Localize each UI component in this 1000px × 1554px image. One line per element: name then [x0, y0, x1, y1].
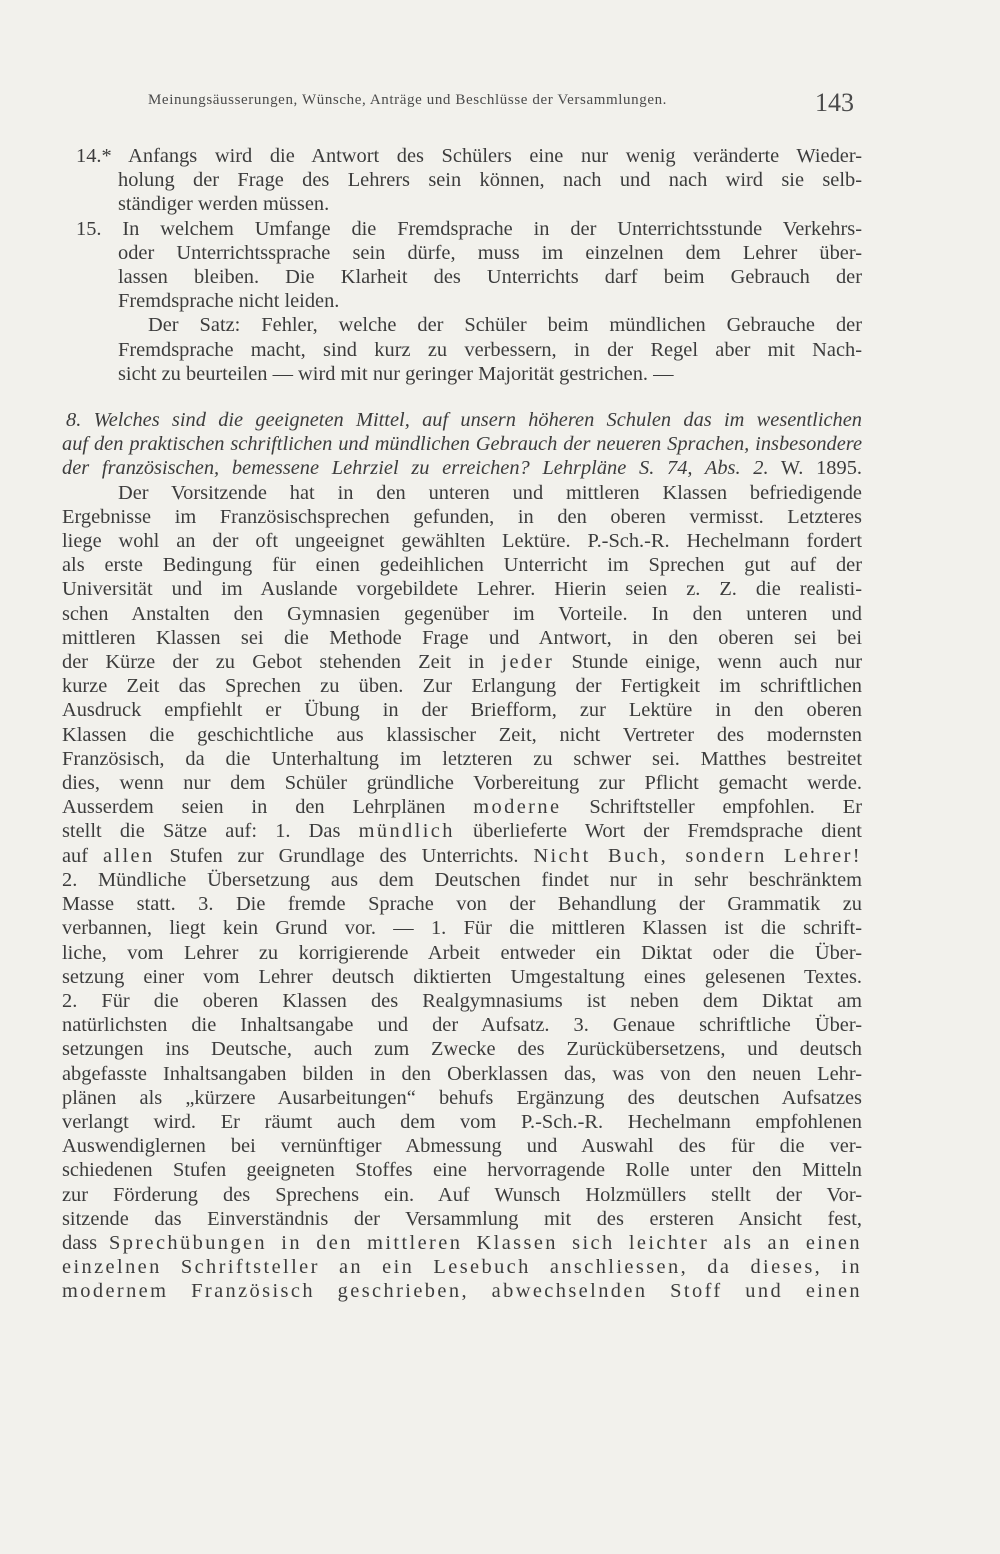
question-line	[62, 456, 862, 480]
text-line: lassen bleiben. Die Klarheit des Unterrichts darf beim Gebrauch der	[118, 266, 862, 289]
text-line: verbannen, liegt kein Grund vor. — 1. Für die mittleren Klassen ist die schrift-	[62, 917, 862, 940]
text-line: mittleren Klassen sei die Methode Frage und Antwort, in den oberen sei bei	[62, 626, 862, 649]
text-line: schen Anstalten den Gymnasien gegenüber im Vorteile. In den unteren und	[62, 602, 862, 625]
emphasis-text: Nicht Buch, sondern Lehrer!	[533, 844, 862, 867]
emphasis-text: Sprechübungen in den mittleren Klassen sich leichter als an einen	[108, 1231, 862, 1254]
question-text: der französischen, bemessene Lehrziel zu erreichen? Lehrpläne S. 74, Abs. 2.	[62, 457, 769, 480]
text-line: sitzende das Einverständnis der Versammlung mit des ersteren Ansicht fest,	[62, 1207, 862, 1230]
text-line: setzung einer vom Lehrer deutsch diktierten Umgestaltung eines gelesenen Textes.	[62, 965, 862, 988]
text-segment: der Kürze der zu Gebot stehenden Zeit in	[62, 651, 485, 674]
emphasis-text: jeder	[501, 651, 555, 674]
text-segment: Stunde einige, wenn auch nur	[571, 651, 862, 674]
text-segment: Ausserdem seien in den Lehrplänen	[62, 796, 446, 819]
text-line: Französisch, da die Unterhaltung im letzteren zu schwer sei. Matthes bestreitet	[62, 747, 862, 770]
text-line: 2. Für die oberen Klassen des Realgymnasiums ist neben dem Diktat am	[62, 989, 862, 1012]
text-line: Ausdruck empfiehlt er Übung in der Briefform, zur Lektüre in den oberen	[62, 699, 862, 722]
text-line	[62, 844, 862, 868]
question-line: auf den praktischen schriftlichen und mündlichen Gebrauch der neueren Sprachen, insbesondere	[62, 433, 862, 456]
text-line: holung der Frage des Lehrers sein können, nach und nach wird sie selb-	[118, 169, 862, 192]
text-line: Fremdsprache macht, sind kurz zu verbessern, in der Regel aber mit Nach-	[118, 338, 862, 361]
text-line	[62, 1231, 862, 1255]
text-line: Der Satz: Fehler, welche der Schüler beim mündlichen Gebrauche der	[148, 314, 862, 337]
text-line: einzelnen Schriftsteller an ein Lesebuch anschliessen, da dieses, in	[62, 1256, 862, 1279]
page-number: 143	[815, 88, 854, 117]
text-line: Der Vorsitzende hat in den unteren und mittleren Klassen befriedigende	[118, 481, 862, 504]
text-line: oder Unterrichtssprache sein dürfe, muss im einzelnen dem Lehrer über-	[118, 241, 862, 264]
text-segment: auf	[62, 844, 89, 867]
text-line: dies, wenn nur dem Schüler gründliche Vorbereitung zur Pflicht gemacht werde.	[62, 772, 862, 795]
text-line: Masse statt. 3. Die fremde Sprache von der Behandlung der Grammatik zu	[62, 893, 862, 916]
text-line: als erste Bedingung für einen gedeihlichen Unterricht im Sprechen gut auf der	[62, 554, 862, 577]
emphasis-text: allen	[102, 844, 155, 867]
text-line: abgefasste Inhaltsangaben bilden in den Oberklassen das, was von den neuen Lehr-	[62, 1062, 862, 1085]
text-line: setzungen ins Deutsche, auch zum Zwecke des Zurückübersetzens, und deutsch	[62, 1038, 862, 1061]
text-line: zur Förderung des Sprechens ein. Auf Wunsch Holzmüllers stellt der Vor-	[62, 1183, 862, 1206]
text-line: ständiger werden müssen.	[118, 193, 330, 216]
text-line	[62, 795, 862, 819]
section-gap	[62, 386, 862, 408]
emphasis-text: mündlich	[358, 820, 455, 843]
text-line: plänen als „kürzere Ausarbeitungen“ behufs Ergänzung des deutschen Aufsatzes	[62, 1086, 862, 1109]
text-line: Ergebnisse im Französischsprechen gefunden, in den oberen vermisst. Letzteres	[62, 505, 862, 528]
text-line: liche, vom Lehrer zu korrigierende Arbeit entweder ein Diktat oder die Über-	[62, 941, 862, 964]
question-source: W. 1895.	[780, 457, 862, 480]
text-segment: überlieferte Wort der Fremdsprache dient	[473, 820, 862, 843]
text-line: modernem Französisch geschrieben, abwechselnden Stoff und einen	[62, 1280, 862, 1303]
text-line: 15. In welchem Umfange die Fremdsprache in der Unterrichtsstunde Verkehrs-	[76, 217, 862, 240]
text-line: verlangt wird. Er räumt auch dem vom P.-Sch.-R. Hechelmann empfohlenen	[62, 1110, 862, 1133]
text-line: 2. Mündliche Übersetzung aus dem Deutschen findet nur in sehr beschränktem	[62, 868, 862, 891]
text-line: kurze Zeit das Sprechen zu üben. Zur Erlangung der Fertigkeit im schriftlichen	[62, 675, 862, 698]
text-segment: Schriftsteller empfohlen. Er	[589, 796, 862, 819]
text-segment: Stufen zur Grundlage des Unterrichts.	[169, 844, 519, 867]
emphasis-text: moderne	[473, 796, 562, 819]
text-line: 14.* Anfangs wird die Antwort des Schülers eine nur wenig veränderte Wieder-	[76, 145, 862, 167]
text-line: Klassen die geschichtliche aus klassischer Zeit, nicht Vertreter des modernsten	[62, 723, 862, 746]
text-line: liege wohl an der oft ungeeignet gewählten Lektüre. P.-Sch.-R. Hechelmann fordert	[62, 530, 862, 553]
text-line: natürlichsten die Inhaltsangabe und der Aufsatz. 3. Genaue schriftliche Über-	[62, 1014, 862, 1037]
text-segment: dass	[62, 1231, 98, 1254]
text-line: Universität und im Auslande vorgebildete Lehrer. Hierin seien z. Z. die realisti-	[62, 578, 862, 601]
text-line	[62, 819, 862, 843]
text-line	[62, 650, 862, 674]
text-line: schiedenen Stufen geeigneten Stoffes eine hervorragende Rolle unter den Mitteln	[62, 1159, 862, 1182]
text-segment: stellt die Sätze auf: 1. Das	[62, 820, 341, 843]
body-text	[62, 144, 862, 1304]
question-line: 8. Welches sind die geeigneten Mittel, auf unsern höheren Schulen das im wesentlichen	[66, 409, 862, 432]
running-head: Meinungsäusserungen, Wünsche, Anträge und Beschlüsse der Versammlungen.	[148, 92, 668, 108]
text-line: sicht zu beurteilen — wird mit nur geringer Majorität gestrichen. —	[118, 362, 674, 385]
text-line: Fremdsprache nicht leiden.	[118, 290, 340, 313]
text-line: Auswendiglernen bei vernünftiger Abmessung und Auswahl des für die ver-	[62, 1135, 862, 1158]
